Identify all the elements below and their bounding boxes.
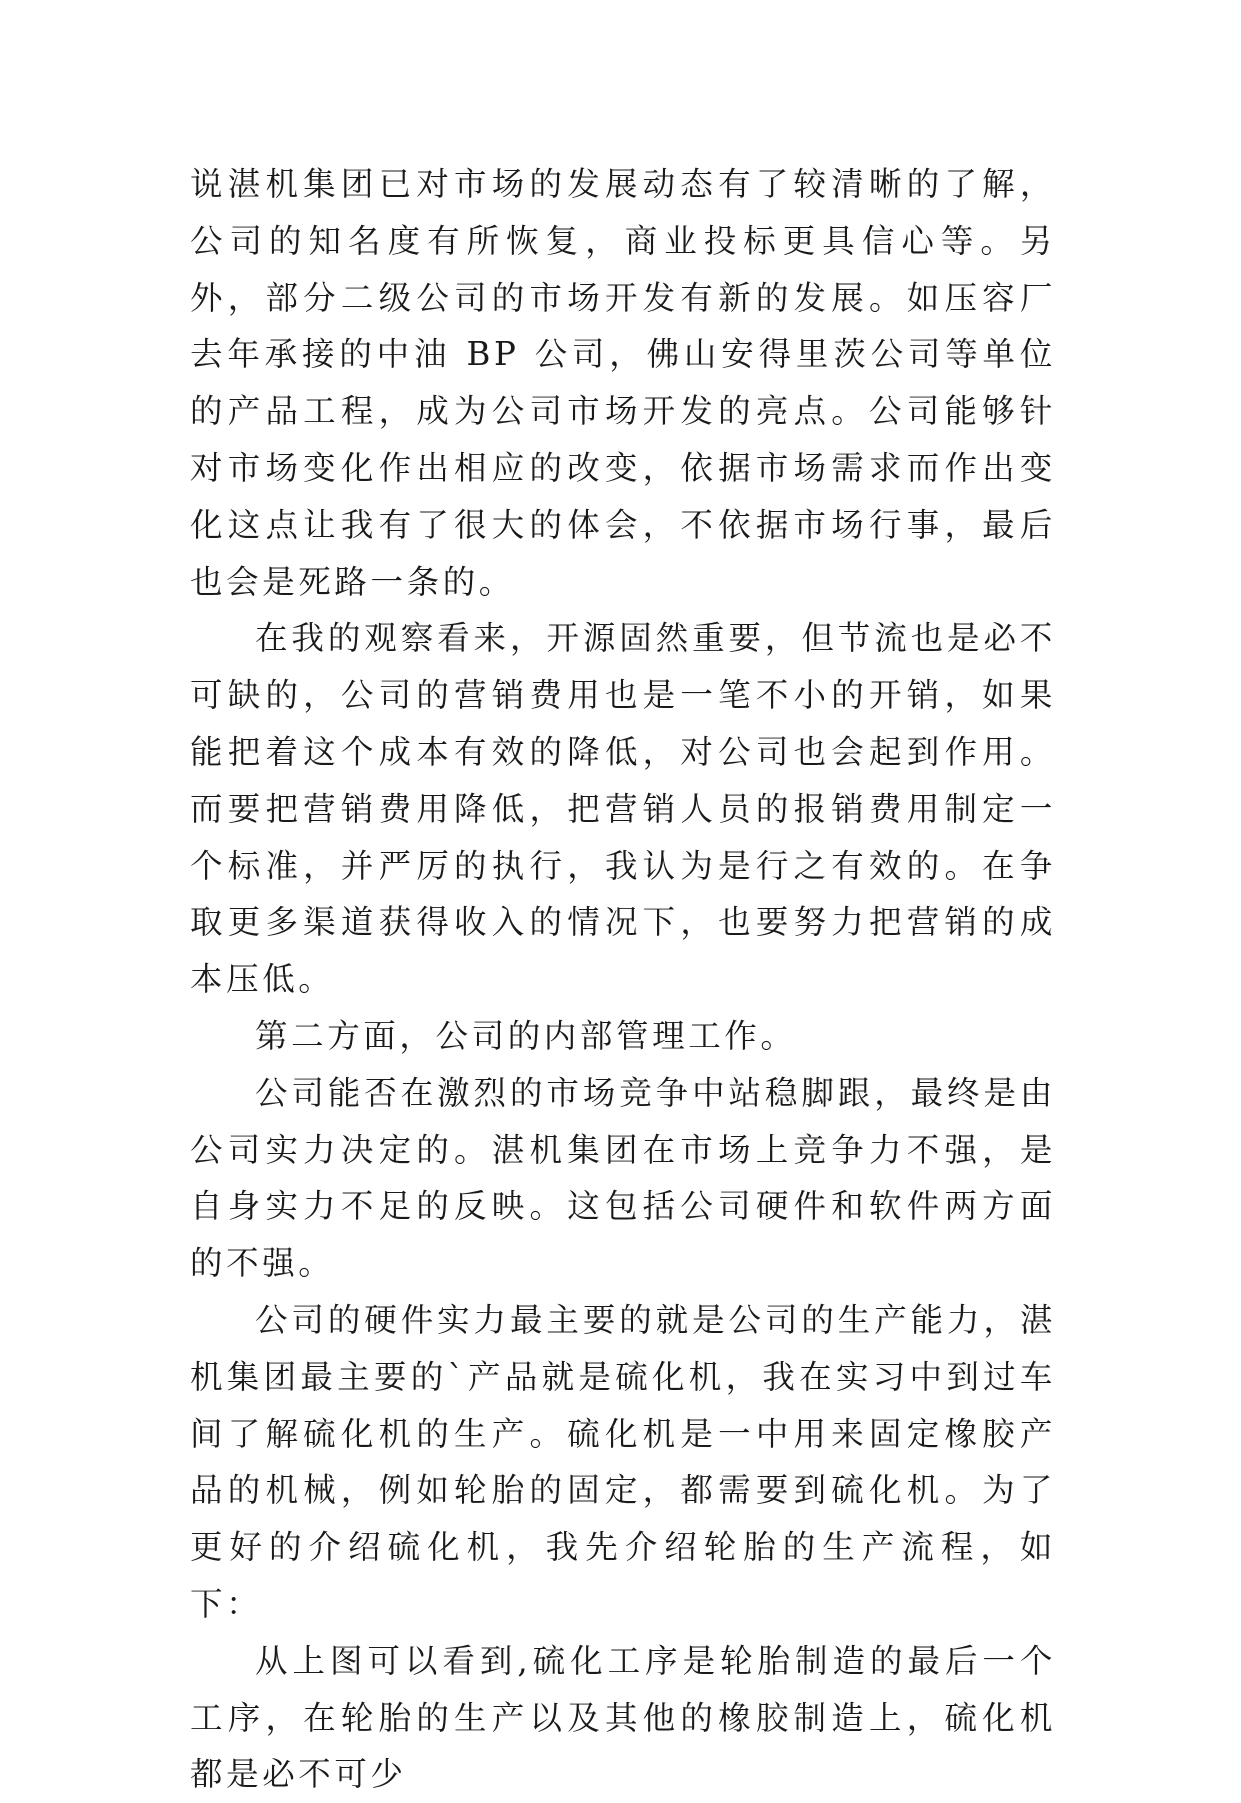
- paragraph-6: 从上图可以看到,硫化工序是轮胎制造的最后一个工序，在轮胎的生产以及其他的橡胶制造上，硫化机都是必不可少: [190, 1641, 1056, 1794]
- paragraph-3: 第二方面，公司的内部管理工作。: [255, 1016, 797, 1055]
- paragraph-1: 说湛机集团已对市场的发展动态有了较清晰的了解，公司的知名度有所恢复，商业投标更具信心等。另外，部分二级公司的市场开发有新的发展。如压容厂去年承接的中油 BP 公司，佛山安得里茨公司等单位的产品工程，成为公司市场开发的亮点。公司能够针对市场变化作出相应的改变，依据市场需求而作出变化这点让我有了很大的体会，不依据市场行事，最后也会是死路一条的。: [190, 165, 1056, 601]
- document-body: [190, 156, 1056, 1803]
- paragraph-2: 在我的观察看来，开源固然重要，但节流也是必不可缺的，公司的营销费用也是一笔不小的开销，如果能把着这个成本有效的降低，对公司也会起到作用。而要把营销费用降低，把营销人员的报销费用制定一个标准，并严厉的执行，我认为是行之有效的。在争取更多渠道获得收入的情况下，也要努力把营销的成本压低。: [190, 619, 1056, 999]
- paragraph-5: 公司的硬件实力最主要的就是公司的生产能力，湛机集团最主要的`产品就是硫化机，我在实习中到过车间了解硫化机的生产。硫化机是一中用来固定橡胶产品的机械，例如轮胎的固定，都需要到硫化机。为了更好的介绍硫化机，我先介绍轮胎的生产流程，如下：: [190, 1300, 1056, 1623]
- paragraph-4: 公司能否在激烈的市场竞争中站稳脚跟，最终是由公司实力决定的。湛机集团在市场上竞争力不强，是自身实力不足的反映。这包括公司硬件和软件两方面的不强。: [190, 1073, 1056, 1283]
